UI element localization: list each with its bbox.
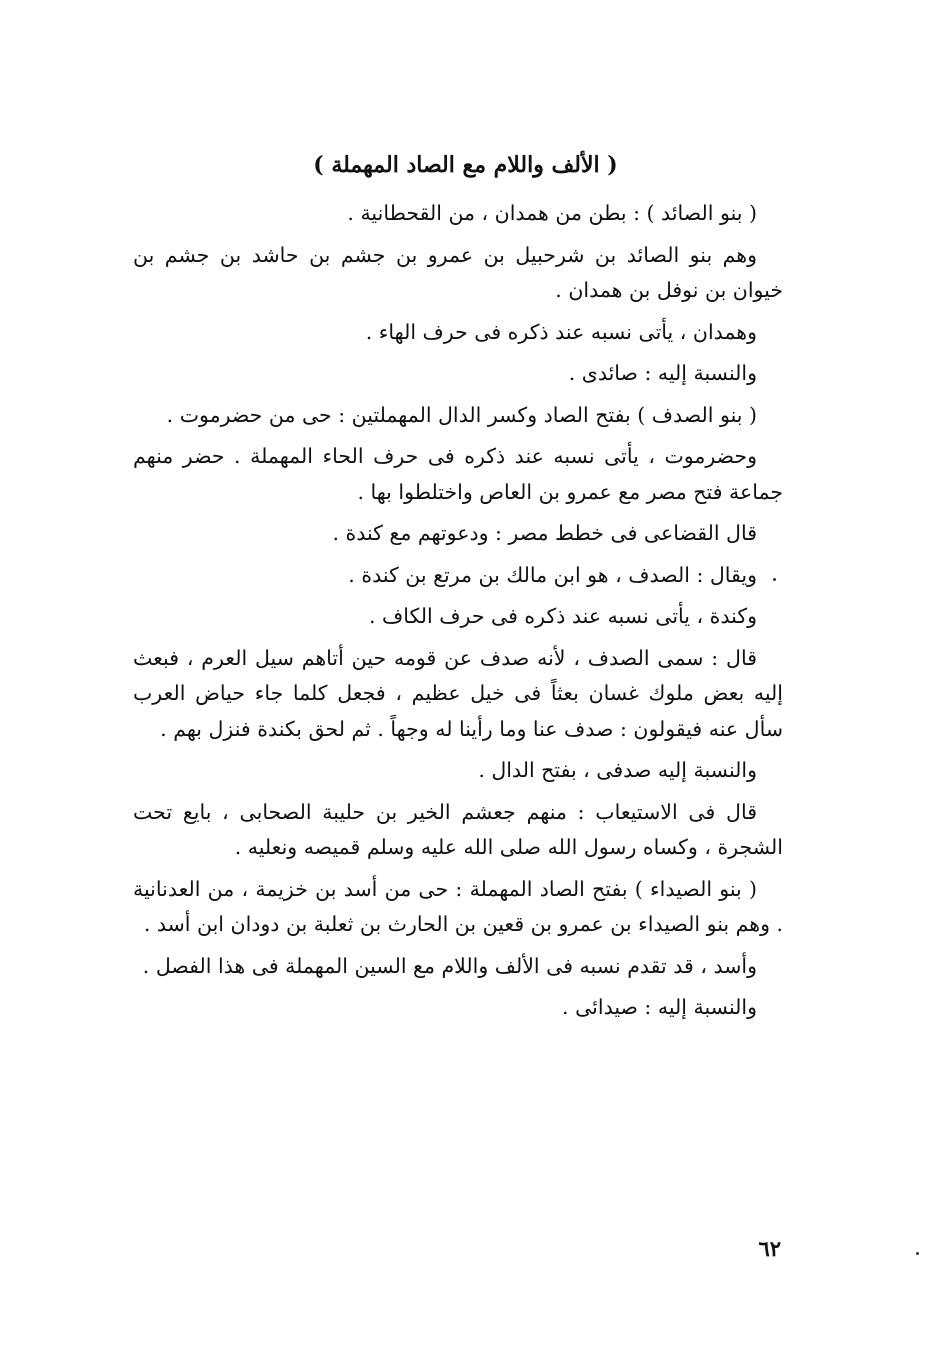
paragraph: وكندة ، يأتى نسبه عند ذكره فى حرف الكاف . xyxy=(368,604,757,628)
scan-speck xyxy=(773,578,776,581)
paragraph: والنسبة إليه : صائدى . xyxy=(568,361,757,385)
paragraph: وأسد ، قد تقدم نسبه فى الألف واللام مع السين المهملة فى هذا الفصل . xyxy=(142,953,757,978)
page-number: ٦٢ xyxy=(758,1236,781,1261)
paragraph: والنسبة إليه صدفى ، بفتح الدال . xyxy=(478,758,757,782)
body-text xyxy=(133,196,783,1032)
paragraph: وحضرموت ، يأتى نسبه عند ذكره فى حرف الحاء المهملة . حضر منهم جماعة فتح مصر مع عمرو بن العاص واختلطوا بها . xyxy=(133,444,783,504)
paragraph: ( بنو الصدف ) بفتح الصاد وكسر الدال المهملتين : حى من حضرموت . xyxy=(166,402,757,427)
section-heading: ( الألف واللام مع الصاد المهملة ) xyxy=(313,152,618,178)
paragraph: ( بنو الصيداء ) بفتح الصاد المهملة : حى من أسد بن خزيمة ، من العدنانية . وهم بنو الصيداء بن عمرو بن قعين بن الحارث بن ثعلبة بن دودان ابن أسد . xyxy=(133,876,783,936)
paragraph: وهم بنو الصائد بن شرحبيل بن عمرو بن جشم بن حاشد بن جشم بن خيوان بن نوفل بن همدان . xyxy=(133,242,783,302)
paragraph: ( بنو الصائد ) : بطن من همدان ، من القحطانية . xyxy=(347,201,757,225)
paragraph: وهمدان ، يأتى نسبه عند ذكره فى حرف الهاء . xyxy=(365,319,757,344)
paragraph: قال فى الاستيعاب : منهم جعشم الخير بن حليبة الصحابى ، بايع تحت الشجرة ، وكساه رسول الله صلى الله عليه وسلم قميصه ونعليه . xyxy=(133,799,783,859)
paragraph: قال القضاعى فى خطط مصر : ودعوتهم مع كندة . xyxy=(332,521,757,545)
paragraph: ويقال : الصدف ، هو ابن مالك بن مرتع بن كندة . xyxy=(348,562,757,587)
scan-speck xyxy=(916,1252,919,1255)
paragraph: قال : سمى الصدف ، لأنه صدف عن قومه حين أتاهم سيل العرم ، فبعث إليه بعض ملوك غسان بعثاً فى خيل عظيم ، فجعل كلما جاء حياض العرب سأل عنه فيقولون : صدف عنا وما رأينا له وجهاً . ثم لحق بكندة فنزل بهم . xyxy=(133,645,783,741)
paragraph: والنسبة إليه : صيدائى . xyxy=(562,995,757,1019)
